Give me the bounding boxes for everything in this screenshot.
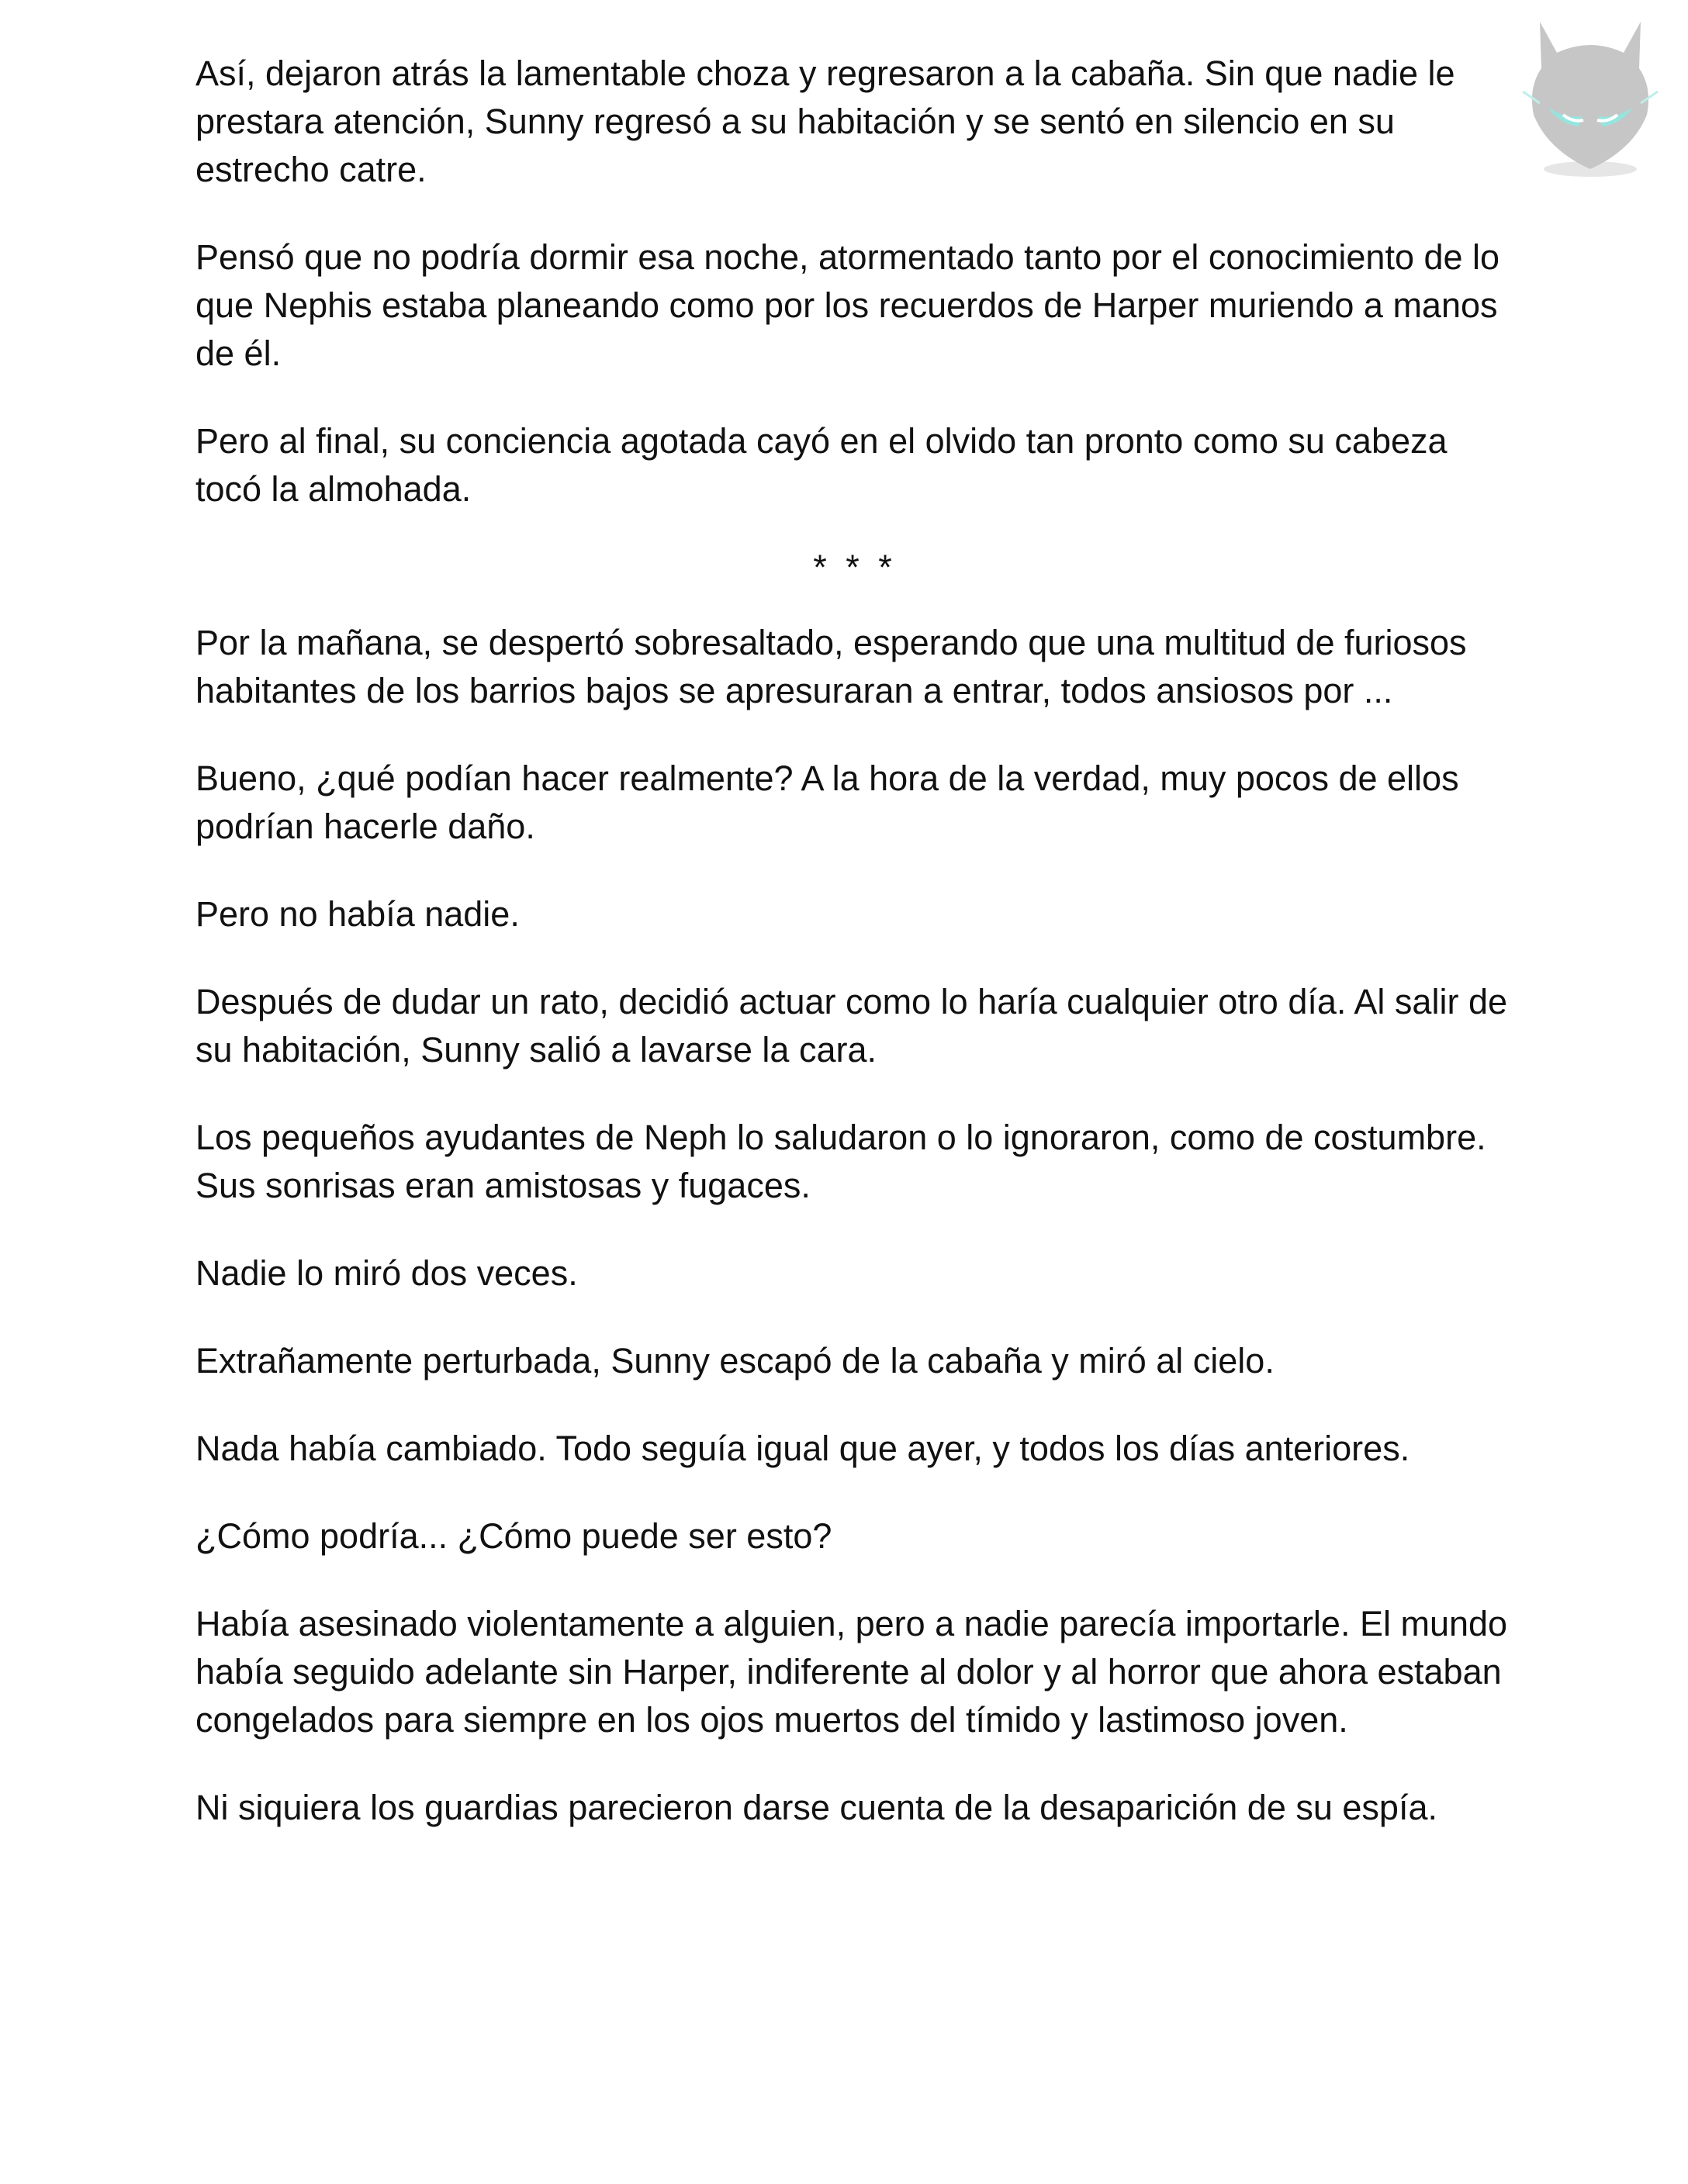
paragraph: Había asesinado violentamente a alguien, pero a nadie parecía importarle. El mundo había seguido adelante sin Harper, indiferente al dolor y al horror que ahora estaban congelados para siempre en los ojos muertos del tímido y lastimoso joven.	[195, 1604, 1508, 1740]
paragraph: Pero al final, su conciencia agotada cayó en el olvido tan pronto como su cabeza tocó la almohada.	[195, 421, 1448, 509]
paragraph: Pensó que no podría dormir esa noche, atormentado tanto por el conocimiento de lo que Nephis estaba planeando como por los recuerdos de Harper muriendo a manos de él.	[195, 237, 1500, 373]
paragraph: Nada había cambiado. Todo seguía igual que ayer, y todos los días anteriores.	[195, 1429, 1410, 1468]
paragraph: Ni siquiera los guardias parecieron darse cuenta de la desaparición de su espía.	[195, 1788, 1437, 1827]
paragraph: Extrañamente perturbada, Sunny escapó de la cabaña y miró al cielo.	[195, 1341, 1275, 1381]
paragraph: Así, dejaron atrás la lamentable choza y regresaron a la cabaña. Sin que nadie le prestara atención, Sunny regresó a su habitación y se sentó en silencio en su estrecho catre.	[195, 54, 1455, 189]
paragraph: Por la mañana, se despertó sobresaltado, esperando que una multitud de furiosos habitantes de los barrios bajos se apresuraran a entrar, todos ansiosos por ...	[195, 623, 1467, 710]
demon-head-icon	[1517, 14, 1664, 185]
paragraph: Bueno, ¿qué podían hacer realmente? A la hora de la verdad, muy pocos de ellos podrían hacerle daño.	[195, 759, 1459, 846]
paragraph: Nadie lo miró dos veces.	[195, 1253, 578, 1293]
scene-separator: * * *	[813, 548, 897, 587]
paragraph: Después de dudar un rato, decidió actuar como lo haría cualquier otro día. Al salir de su habitación, Sunny salió a lavarse la cara.	[195, 982, 1507, 1070]
paragraph: Los pequeños ayudantes de Neph lo saludaron o lo ignoraron, como de costumbre. Sus sonrisas eran amistosas y fugaces.	[195, 1118, 1486, 1205]
paragraph: ¿Cómo podría... ¿Cómo puede ser esto?	[195, 1516, 832, 1556]
chapter-text	[195, 50, 1514, 1871]
paragraph: Pero no había nadie.	[195, 894, 520, 934]
